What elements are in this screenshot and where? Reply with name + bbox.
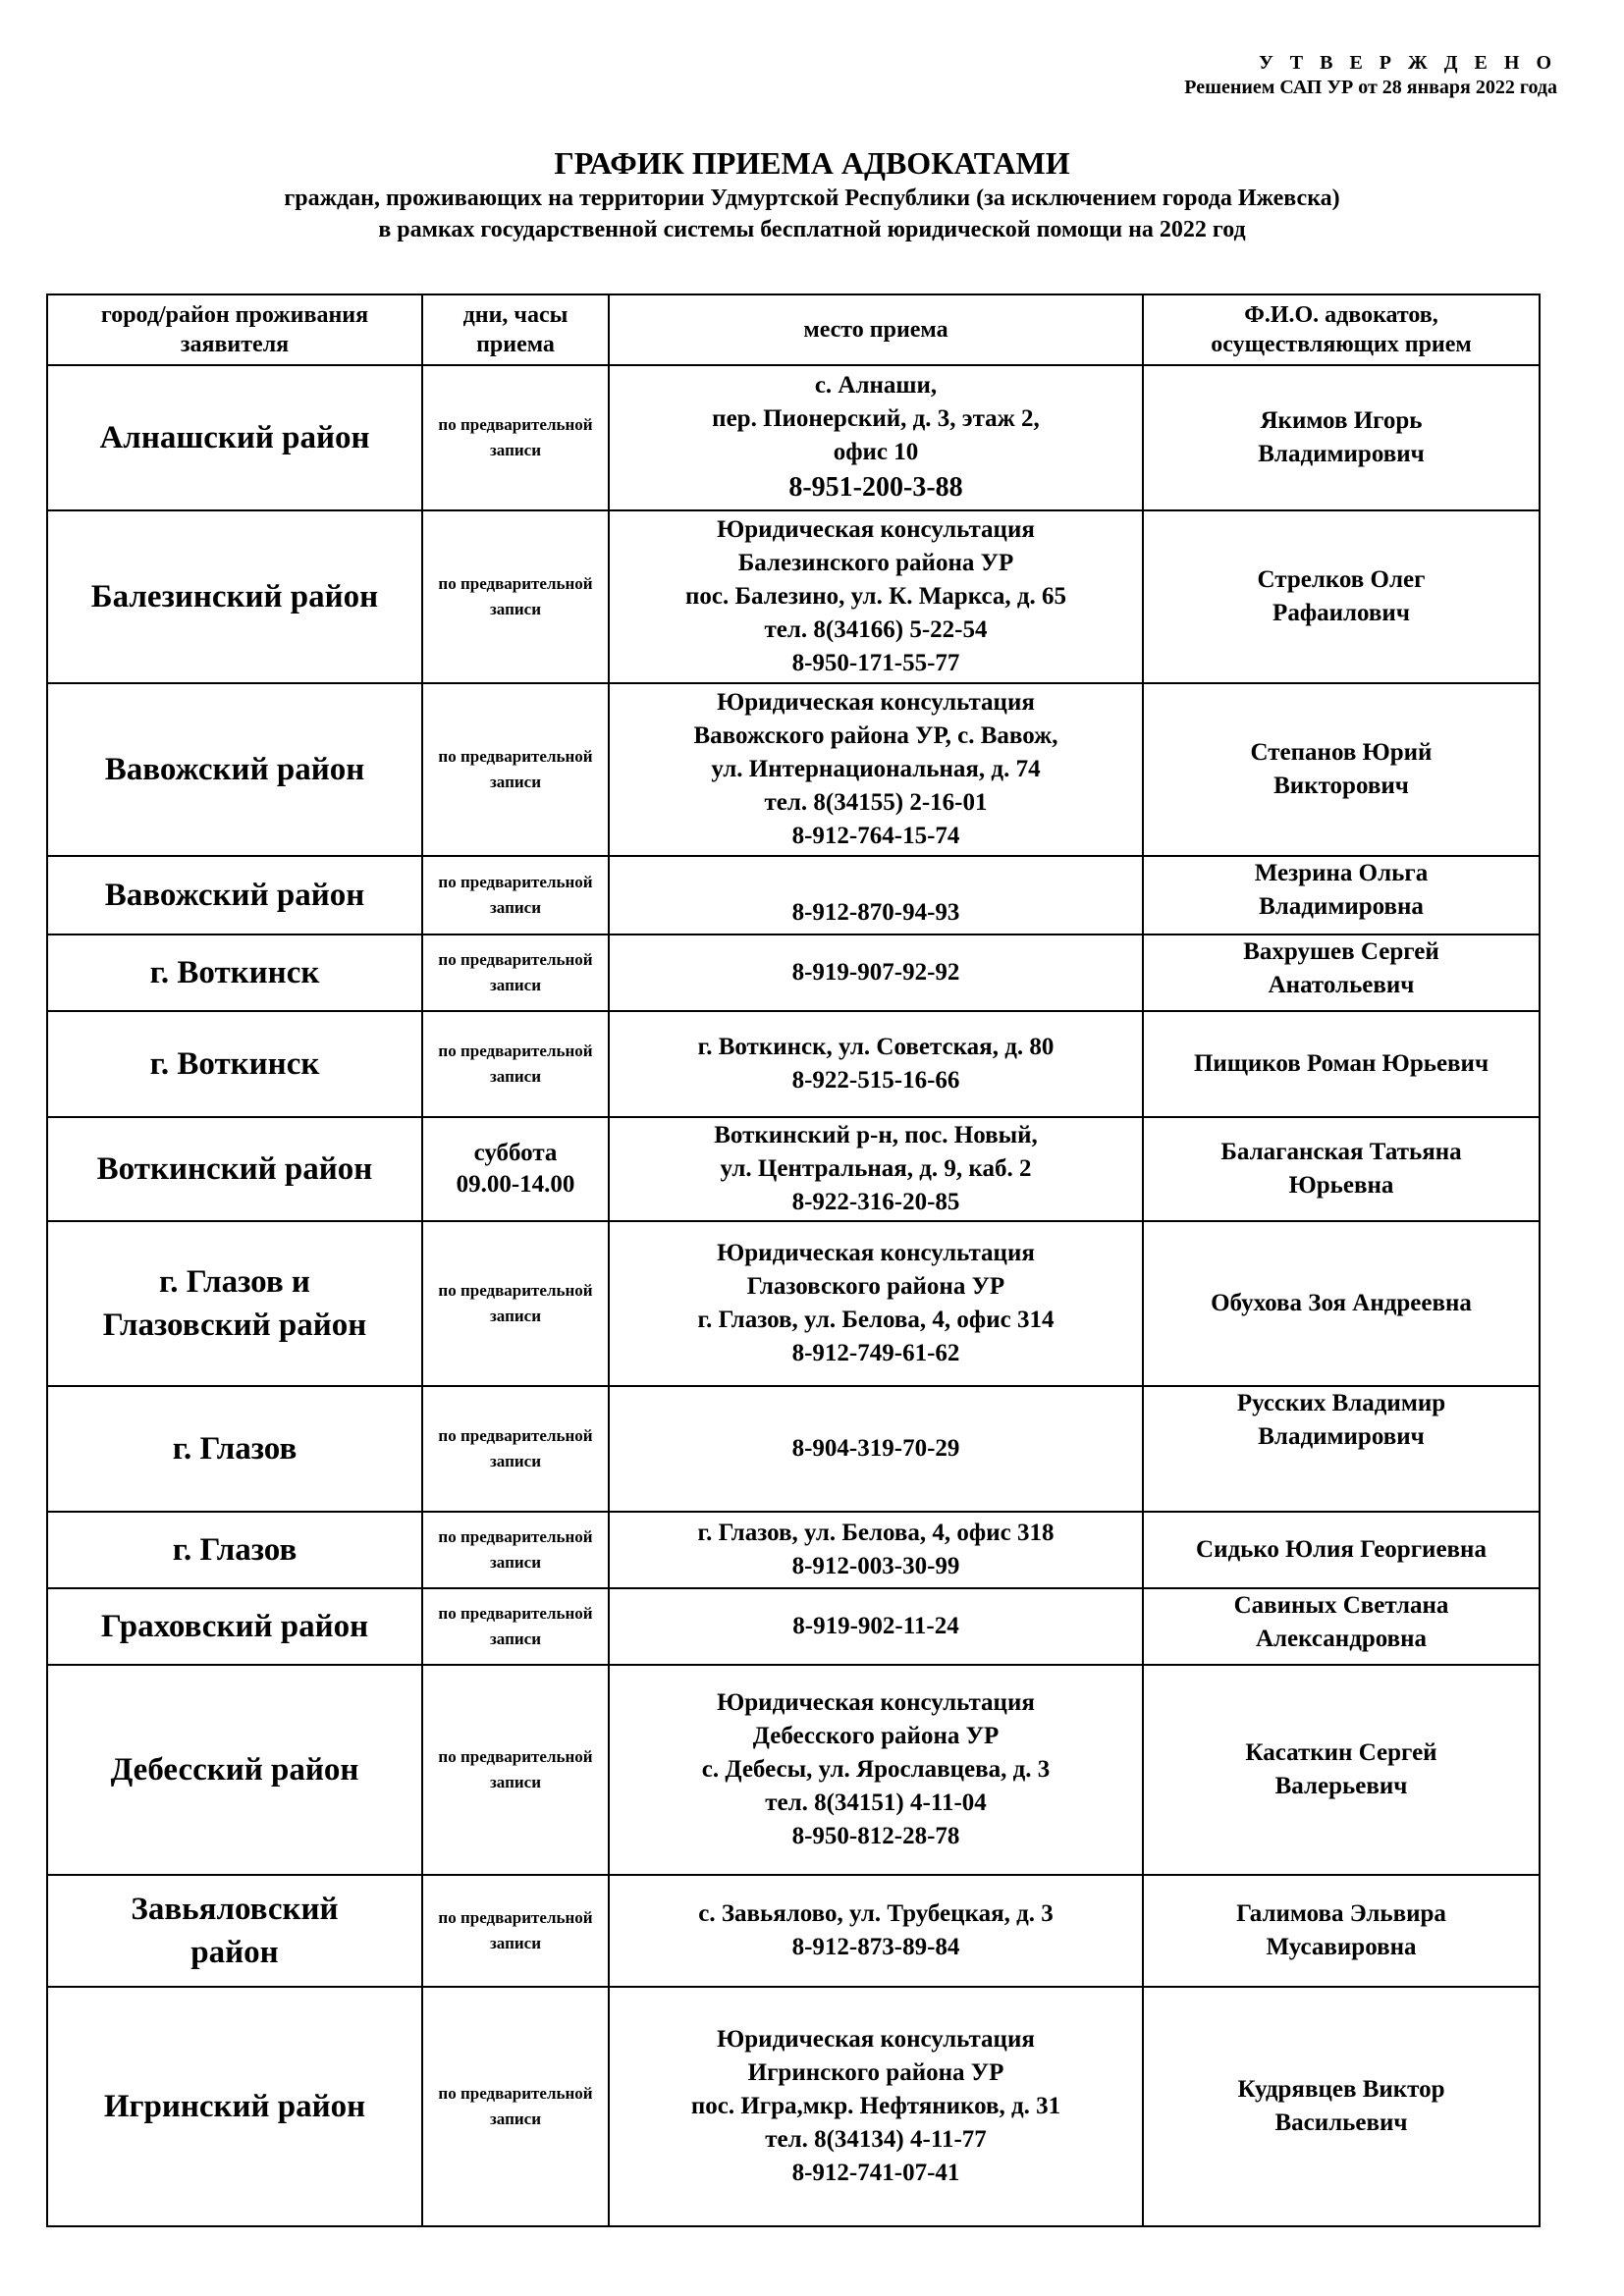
cell-place — [609, 1875, 1143, 1987]
cell-place — [609, 1011, 1143, 1117]
table-row — [47, 934, 1540, 1011]
cell-hours: по предварительной записи — [422, 1386, 609, 1512]
column-header-hours: дни, часы приема — [422, 294, 609, 365]
cell-district: г. Воткинск — [47, 1011, 422, 1117]
place-line: 8-904-319-70-29 — [791, 1435, 960, 1462]
lawyer-name-line: Валерьевич — [1274, 1773, 1408, 1799]
lawyer-name-line: Савиных Светлана — [1233, 1592, 1449, 1619]
cell-district: Граховский район — [47, 1588, 422, 1665]
cell-hours: по предварительной записи — [422, 1512, 609, 1588]
column-header-district: город/район проживания заявителя — [47, 294, 422, 365]
place-line: тел. 8(34151) 4-11-04 — [765, 1789, 987, 1816]
table-row — [47, 683, 1540, 856]
cell-hours: по предварительной записи — [422, 1987, 609, 2226]
cell-hours: по предварительной записи — [422, 934, 609, 1011]
cell-lawyer — [1143, 1011, 1540, 1117]
cell-lawyer — [1143, 683, 1540, 856]
cell-hours: по предварительной записи — [422, 856, 609, 934]
lawyer-name-line: Якимов Игорь — [1260, 407, 1423, 434]
place-phone: 8-951-200-3-88 — [788, 472, 963, 503]
cell-hours: по предварительной записи — [422, 510, 609, 683]
place-line: 8-950-812-28-78 — [791, 1823, 960, 1849]
approval-decision: Решением САП УР от 28 января 2022 года — [1184, 77, 1557, 98]
document-subtitle-2: в рамках государственной системы бесплатной юридической помощи на 2022 год — [378, 217, 1246, 242]
lawyer-name-line: Степанов Юрий — [1250, 739, 1433, 766]
place-line: Вавожского района УР, с. Вавож, — [693, 722, 1058, 749]
cell-lawyer — [1143, 1875, 1540, 1987]
place-line: 8-922-515-16-66 — [791, 1067, 960, 1094]
cell-hours — [422, 1117, 609, 1221]
cell-district: г. Воткинск — [47, 934, 422, 1011]
district-line: Глазовский район — [102, 1308, 367, 1343]
place-line: тел. 8(34155) 2-16-01 — [764, 789, 988, 816]
place-line: Юридическая консультация — [717, 2026, 1035, 2053]
place-line: тел. 8(34166) 5-22-54 — [764, 616, 988, 643]
cell-place — [609, 1588, 1143, 1665]
place-line: ул. Центральная, д. 9, каб. 2 — [720, 1155, 1032, 1182]
cell-district: г. Глазов — [47, 1512, 422, 1588]
cell-hours: по предварительной записи — [422, 1588, 609, 1665]
lawyer-name-line: Александровна — [1255, 1626, 1428, 1652]
cell-district: Дебесский район — [47, 1665, 422, 1875]
table-row — [47, 1987, 1540, 2226]
cell-lawyer — [1143, 1386, 1540, 1512]
lawyer-name-line: Мусавировна — [1266, 1934, 1417, 1960]
table-row — [47, 1875, 1540, 1987]
hours-line: 09.00-14.00 — [456, 1171, 575, 1198]
table-row — [47, 510, 1540, 683]
place-line: пос. Игра,мкр. Нефтяников, д. 31 — [690, 2093, 1061, 2119]
cell-lawyer — [1143, 1588, 1540, 1665]
cell-place — [609, 1987, 1143, 2226]
table-row — [47, 1221, 1540, 1386]
cell-hours: по предварительной записи — [422, 1665, 609, 1875]
district-line: Завьяловский — [131, 1892, 339, 1927]
lawyer-name-line: Галимова Эльвира — [1236, 1900, 1446, 1927]
cell-district: Воткинский район — [47, 1117, 422, 1221]
cell-place — [609, 934, 1143, 1011]
lawyer-name-line: Владимирович — [1258, 1423, 1425, 1450]
document-title: ГРАФИК ПРИЕМА АДВОКАТАМИ — [554, 145, 1070, 181]
place-line: 8-950-171-55-77 — [791, 650, 960, 676]
column-header-place: место приема — [609, 294, 1143, 365]
place-line: Балезинского района УР — [737, 550, 1014, 576]
place-line: 8-912-764-15-74 — [791, 823, 960, 849]
place-line: 8-912-873-89-84 — [791, 1934, 960, 1960]
place-line: 8-919-902-11-24 — [792, 1613, 959, 1639]
cell-hours: по предварительной записи — [422, 683, 609, 856]
place-line: с. Дебесы, ул. Ярославцева, д. 3 — [701, 1756, 1051, 1783]
place-line: Глазовского района УР — [746, 1273, 1005, 1300]
table-row — [47, 1117, 1540, 1221]
table-row — [47, 1386, 1540, 1512]
cell-place — [609, 510, 1143, 683]
place-line: с. Завьялово, ул. Трубецкая, д. 3 — [698, 1900, 1054, 1927]
cell-district: г. Глазов — [47, 1386, 422, 1512]
place-line: 8-919-907-92-92 — [791, 959, 960, 986]
lawyer-name-line: Викторович — [1273, 773, 1409, 799]
lawyer-name-line: Вахрушев Сергей — [1243, 938, 1439, 965]
lawyer-name-line: Васильевич — [1274, 2109, 1408, 2136]
approval-stamp — [1184, 51, 1557, 100]
lawyer-name-line: Владимирович — [1258, 441, 1425, 467]
cell-district — [47, 1221, 422, 1386]
place-line: г. Глазов, ул. Белова, 4, офис 314 — [697, 1307, 1055, 1333]
lawyer-name-line: Сидько Юлия Георгиевна — [1196, 1536, 1487, 1563]
cell-place — [609, 683, 1143, 856]
cell-district: Игринский район — [47, 1987, 422, 2226]
cell-lawyer — [1143, 1221, 1540, 1386]
place-line: Дебесского района УР — [752, 1723, 1000, 1749]
cell-lawyer — [1143, 1665, 1540, 1875]
document-header — [0, 143, 1624, 245]
table-header-row — [47, 294, 1540, 365]
cell-district: Вавожский район — [47, 683, 422, 856]
place-line: ул. Интернациональная, д. 74 — [711, 756, 1041, 782]
column-header-lawyer: Ф.И.О. адвокатов, осуществляющих прием — [1143, 294, 1540, 365]
place-line: Юридическая консультация — [717, 516, 1035, 543]
table-row — [47, 1011, 1540, 1117]
cell-hours: по предварительной записи — [422, 1875, 609, 1987]
cell-hours: по предварительной записи — [422, 1011, 609, 1117]
table-row — [47, 365, 1540, 510]
lawyer-name-line: Владимировна — [1259, 893, 1424, 920]
cell-district: Алнашский район — [47, 365, 422, 510]
table-row — [47, 1665, 1540, 1875]
table-row — [47, 856, 1540, 934]
cell-district: Вавожский район — [47, 856, 422, 934]
cell-district: Балезинский район — [47, 510, 422, 683]
lawyer-name-line: Стрелков Олег — [1257, 566, 1426, 593]
table-row — [47, 1588, 1540, 1665]
place-line: Юридическая консультация — [717, 689, 1035, 716]
place-line: 8-912-741-07-41 — [791, 2160, 960, 2186]
place-line: с. Алнаши, — [814, 372, 938, 399]
cell-lawyer — [1143, 1512, 1540, 1588]
lawyer-name-line: Кудрявцев Виктор — [1237, 2076, 1445, 2103]
cell-place — [609, 1665, 1143, 1875]
place-line: 8-912-003-30-99 — [791, 1553, 960, 1579]
hours-line: суббота — [473, 1140, 558, 1166]
lawyer-name-line: Пищиков Роман Юрьевич — [1193, 1050, 1489, 1077]
table-row — [47, 1512, 1540, 1588]
place-line: 8-922-316-20-85 — [791, 1189, 960, 1215]
cell-lawyer — [1143, 1117, 1540, 1221]
approval-word: У Т В Е Р Ж Д Е Н О — [1259, 52, 1557, 74]
schedule-body — [47, 365, 1540, 2226]
cell-hours: по предварительной записи — [422, 1221, 609, 1386]
schedule-table — [46, 294, 1541, 2227]
place-line: Воткинский р-н, пос. Новый, — [714, 1122, 1038, 1148]
lawyer-name-line: Анатольевич — [1268, 972, 1415, 998]
cell-lawyer — [1143, 856, 1540, 934]
cell-place — [609, 365, 1143, 510]
place-line: 8-912-870-94-93 — [791, 899, 960, 926]
cell-place — [609, 1512, 1143, 1588]
lawyer-name-line: Балаганская Татьяна — [1220, 1139, 1462, 1165]
lawyer-name-line: Русских Владимир — [1236, 1390, 1446, 1416]
lawyer-name-line: Рафаилович — [1272, 600, 1410, 626]
lawyer-name-line: Юрьевна — [1288, 1172, 1394, 1199]
cell-district — [47, 1875, 422, 1987]
lawyer-name-line: Касаткин Сергей — [1245, 1739, 1437, 1766]
place-line: г. Воткинск, ул. Советская, д. 80 — [697, 1034, 1055, 1060]
district-line: г. Глазов и — [159, 1264, 310, 1300]
place-line: Игринского района УР — [747, 2059, 1004, 2086]
cell-place — [609, 1117, 1143, 1221]
cell-hours: по предварительной записи — [422, 365, 609, 510]
cell-lawyer — [1143, 510, 1540, 683]
place-line: пер. Пионерский, д. 3, этаж 2, — [712, 405, 1040, 432]
cell-lawyer — [1143, 365, 1540, 510]
document-subtitle-1: граждан, проживающих на территории Удмуртской Республики (за исключением города Ижевска) — [284, 186, 1340, 211]
place-line: пос. Балезино, ул. К. Маркса, д. 65 — [684, 583, 1067, 610]
cell-place — [609, 856, 1143, 934]
cell-place — [609, 1386, 1143, 1512]
place-line: тел. 8(34134) 4-11-77 — [765, 2126, 987, 2153]
place-line: 8-912-749-61-62 — [791, 1340, 960, 1366]
place-line: г. Глазов, ул. Белова, 4, офис 318 — [697, 1520, 1055, 1546]
place-line: Юридическая консультация — [717, 1240, 1035, 1266]
cell-place — [609, 1221, 1143, 1386]
place-line: Юридическая консультация — [717, 1689, 1035, 1716]
cell-lawyer — [1143, 934, 1540, 1011]
lawyer-name-line: Мезрина Ольга — [1254, 860, 1429, 886]
district-line: район — [190, 1935, 279, 1970]
place-line: офис 10 — [833, 439, 919, 465]
cell-lawyer — [1143, 1987, 1540, 2226]
lawyer-name-line: Обухова Зоя Андреевна — [1211, 1290, 1472, 1316]
